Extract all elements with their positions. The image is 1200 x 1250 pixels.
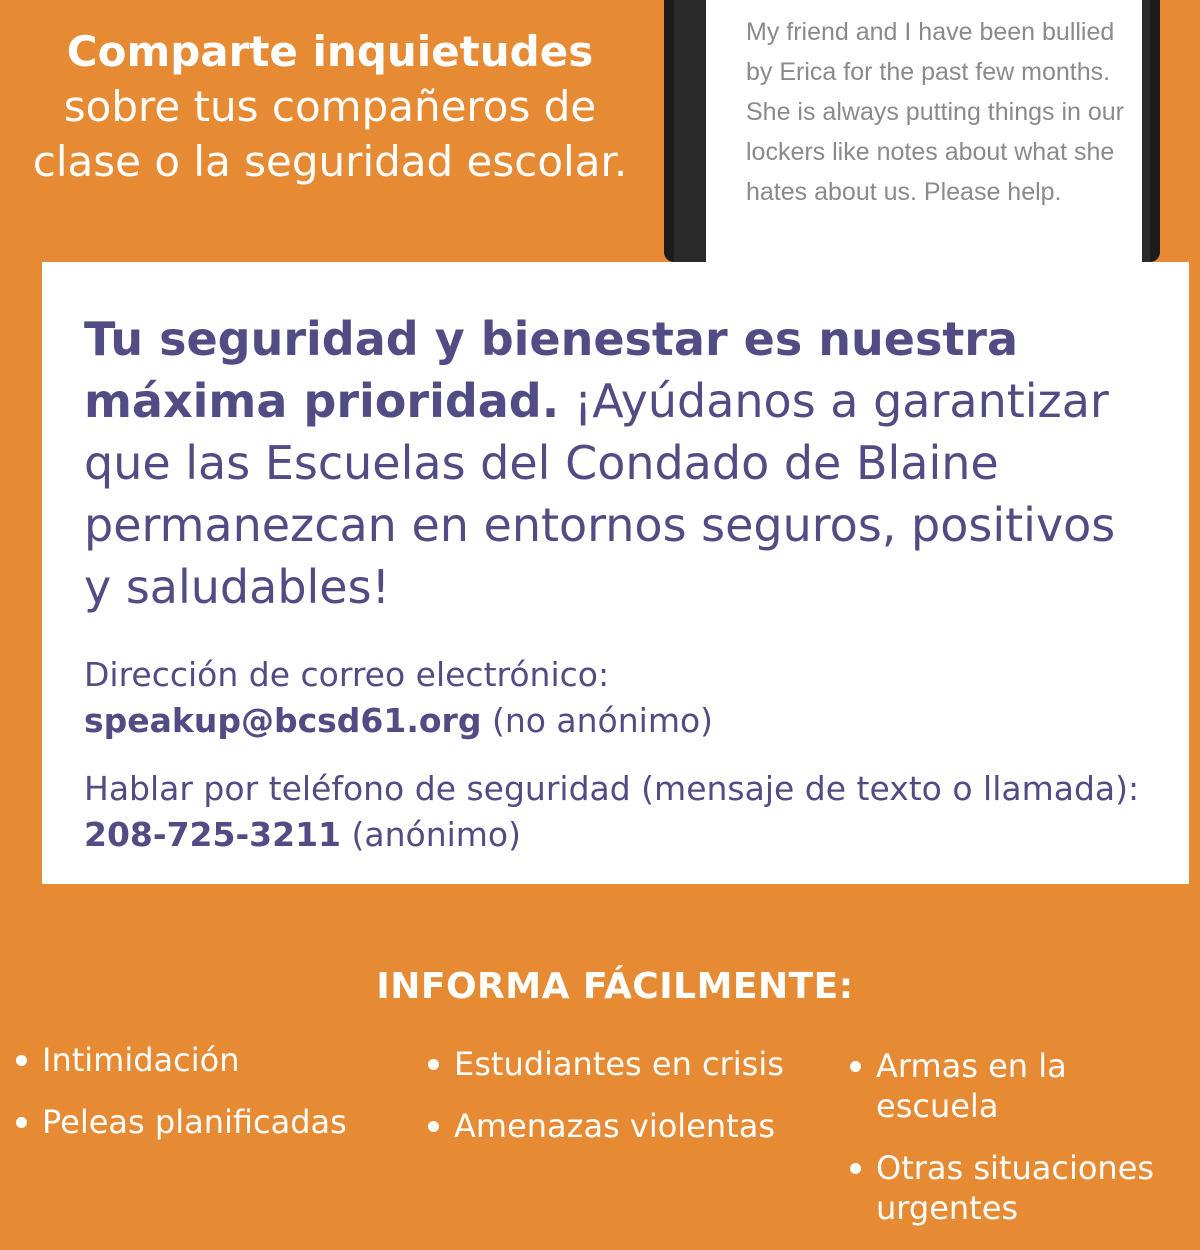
headline-bold: Tu seguridad y bienestar es nuestra máxima prioridad. [84, 312, 1019, 428]
intro-rest: sobre tus compañeros de clase o la seguridad escolar. [32, 82, 628, 186]
info-card [42, 262, 1189, 884]
list-item: Peleas planificadas [14, 1102, 404, 1142]
intro-bold: Comparte inquietudes [66, 27, 594, 76]
list-item: Intimidación [14, 1040, 404, 1080]
phone-note: (anónimo) [341, 815, 522, 854]
report-list-1 [14, 1040, 404, 1164]
list-item: Otras situaciones urgentes [848, 1148, 1198, 1228]
email-note: (no anónimo) [481, 701, 714, 740]
phone-screen [706, 0, 1142, 262]
list-item: Estudiantes en crisis [426, 1044, 826, 1084]
phone-bezel [674, 0, 1150, 262]
phone-number-link[interactable]: 208-725-3211 [84, 815, 342, 854]
report-title: INFORMA FÁCILMENTE: [376, 966, 854, 1007]
email-contact [84, 652, 1164, 744]
card-headline [84, 308, 1154, 618]
list-item: Armas en la escuela [848, 1046, 1198, 1126]
phone-label: Hablar por teléfono de seguridad (mensaje de texto o llamada): [84, 769, 1140, 808]
report-list-3 [848, 1046, 1198, 1250]
email-link[interactable]: speakup@bcsd61.org [84, 701, 482, 740]
intro-heading [10, 24, 650, 189]
phone-illustration [664, 0, 1160, 262]
phone-contact [84, 766, 1164, 858]
headline-rest: ¡Ayúdanos a garantizar que las Escuelas del Condado de Blaine permanezcan en entornos seguros, positivos y saludables! [84, 374, 1116, 614]
phone-message: My friend and I have been bullied by Erica for the past few months. She is always putting things in our lockers like notes about what she hates about us. Please help. [746, 18, 1124, 206]
email-label: Dirección de correo electrónico: [84, 655, 610, 694]
report-list-2 [426, 1044, 826, 1168]
list-item: Amenazas violentas [426, 1106, 826, 1146]
